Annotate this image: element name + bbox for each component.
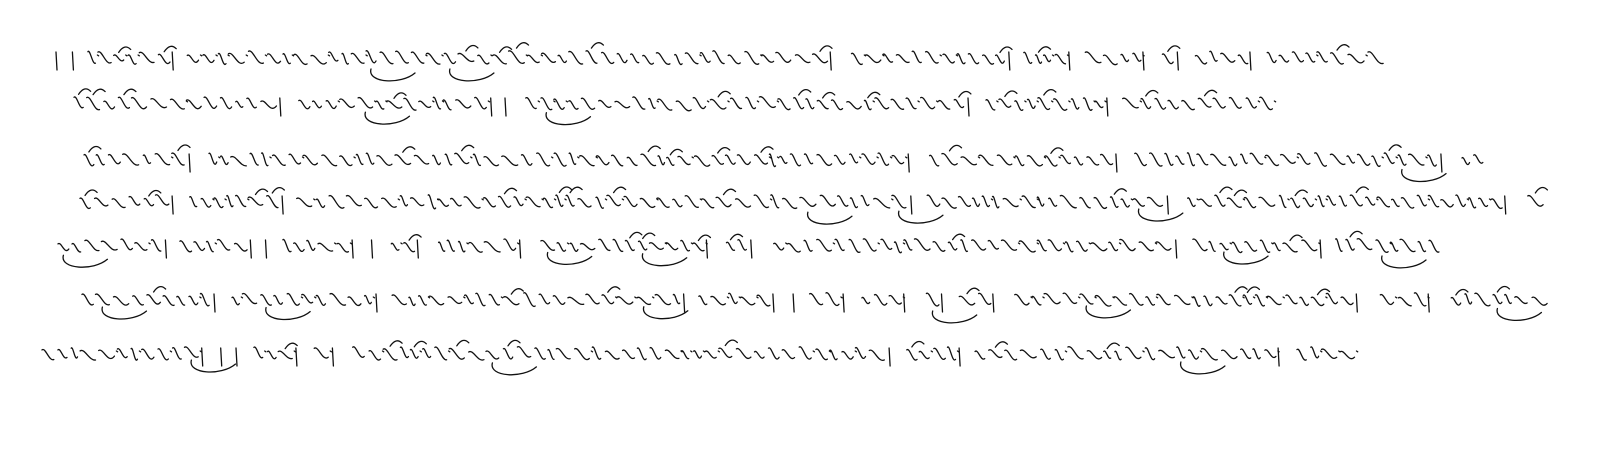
manuscript-line-2 <box>70 92 1280 126</box>
handwriting-stroke-5 <box>54 234 1444 268</box>
manuscript-line-7 <box>38 342 1368 376</box>
handwriting-path <box>80 187 1547 224</box>
handwriting-path <box>84 145 1483 182</box>
handwriting-path <box>56 43 1383 81</box>
handwritten-manuscript <box>52 40 1572 420</box>
handwriting-stroke-3 <box>80 148 1495 182</box>
handwriting-path <box>58 231 1439 267</box>
manuscript-line-6 <box>78 288 1548 322</box>
manuscript-line-4 <box>76 190 1546 224</box>
handwriting-path <box>82 287 1547 323</box>
handwriting-path <box>42 340 1358 375</box>
manuscript-line-3 <box>80 148 1495 182</box>
manuscript-line-5 <box>54 234 1444 268</box>
handwriting-stroke-4 <box>76 190 1546 224</box>
handwriting-stroke-6 <box>78 288 1548 322</box>
handwriting-path <box>74 89 1276 125</box>
handwriting-stroke-2 <box>70 92 1280 126</box>
handwriting-stroke-7 <box>38 342 1368 376</box>
handwriting-stroke-1 <box>52 46 1392 80</box>
manuscript-line-1 <box>52 46 1392 80</box>
